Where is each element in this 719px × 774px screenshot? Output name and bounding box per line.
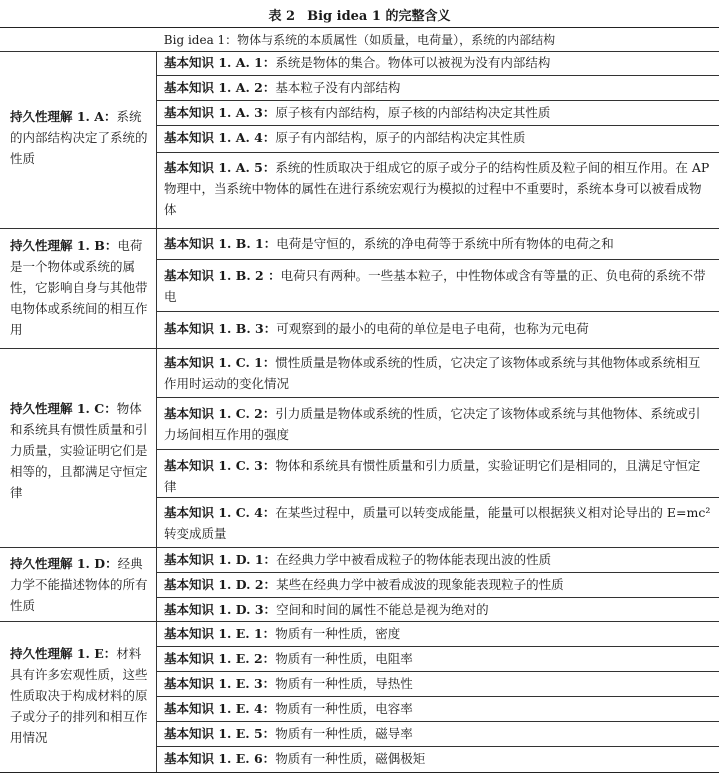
theme-text: 材料具有许多宏观性质，这些性质取决于构成材料的原子或分子的排列和相互作用情况 bbox=[10, 646, 148, 745]
table-title: Big idea 1 的完整含义 bbox=[307, 9, 451, 24]
bottom-rule bbox=[0, 772, 719, 773]
knowledge-label: 基本知识 1. D. 3： bbox=[164, 602, 277, 617]
table-number: 表 2 bbox=[268, 9, 296, 24]
knowledge-label: 基本知识 1. E. 1： bbox=[164, 626, 276, 641]
row-rule bbox=[156, 646, 719, 647]
knowledge-label: 基本知识 1. D. 2： bbox=[164, 577, 277, 592]
knowledge-text: 可观察到的最小的电荷的单位是电子电荷，也称为元电荷 bbox=[276, 321, 589, 336]
knowledge-cell bbox=[164, 623, 712, 644]
row-rule bbox=[156, 259, 719, 260]
knowledge-cell bbox=[164, 318, 712, 339]
column-divider bbox=[156, 51, 157, 772]
knowledge-label: 基本知识 1. A. 3： bbox=[164, 105, 276, 120]
group-rule bbox=[0, 621, 719, 622]
knowledge-text: 物质有一种性质，导热性 bbox=[275, 676, 413, 691]
knowledge-cell bbox=[164, 673, 712, 694]
knowledge-label: 基本知识 1. E. 5： bbox=[164, 726, 276, 741]
row-rule bbox=[156, 597, 719, 598]
table-caption bbox=[0, 5, 719, 24]
theme-text: 系统的内部结构决定了系统的性质 bbox=[10, 109, 148, 166]
knowledge-text: 惯性质量是物体或系统的性质，它决定了该物体或系统与其他物体或系统相互作用时运动的变化情况 bbox=[164, 355, 701, 391]
knowledge-label: 基本知识 1. E. 4： bbox=[164, 701, 276, 716]
knowledge-cell bbox=[164, 403, 712, 445]
row-rule bbox=[156, 572, 719, 573]
theme-label: 持久性理解 1. D： bbox=[10, 556, 118, 571]
knowledge-text: 在经典力学中被看成粒子的物体能表现出波的性质 bbox=[276, 552, 552, 567]
knowledge-cell bbox=[164, 77, 712, 98]
knowledge-cell bbox=[164, 265, 712, 307]
knowledge-cell bbox=[164, 648, 712, 669]
knowledge-label: 基本知识 1. A. 4： bbox=[164, 130, 276, 145]
theme-cell bbox=[10, 106, 148, 169]
knowledge-label: 基本知识 1. C. 1： bbox=[164, 355, 276, 370]
theme-text: 电荷是一个物体或系统的属性，它影响自身与其他带电物体或系统间的相互作用 bbox=[10, 238, 148, 337]
knowledge-label: 基本知识 1. C. 2： bbox=[164, 406, 276, 421]
knowledge-cell bbox=[164, 502, 712, 544]
knowledge-label: 基本知识 1. D. 1： bbox=[164, 552, 277, 567]
knowledge-label: 基本知识 1. E. 2： bbox=[164, 651, 276, 666]
knowledge-cell bbox=[164, 52, 712, 73]
knowledge-text: 物质有一种性质，电阻率 bbox=[275, 651, 413, 666]
knowledge-label: 基本知识 1. C. 4： bbox=[164, 505, 276, 520]
knowledge-label: 基本知识 1. E. 6： bbox=[164, 751, 276, 766]
theme-label: 持久性理解 1. B： bbox=[10, 238, 118, 253]
theme-text: 经典力学不能描述物体的所有性质 bbox=[10, 556, 148, 613]
knowledge-text: 物质有一种性质，磁导率 bbox=[275, 726, 413, 741]
row-rule bbox=[156, 671, 719, 672]
knowledge-text: 空间和时间的属性不能总是视为绝对的 bbox=[276, 602, 489, 617]
row-rule bbox=[156, 746, 719, 747]
knowledge-label: 基本知识 1. B. 2 ： bbox=[164, 268, 281, 283]
row-rule bbox=[156, 449, 719, 450]
row-rule bbox=[156, 100, 719, 101]
knowledge-label: 基本知识 1. A. 2： bbox=[164, 80, 276, 95]
knowledge-text: 系统是物体的集合。物体可以被视为没有内部结构 bbox=[275, 55, 551, 70]
theme-label: 持久性理解 1. E： bbox=[10, 646, 117, 661]
knowledge-cell bbox=[164, 233, 712, 254]
theme-cell bbox=[10, 643, 148, 748]
row-rule bbox=[156, 311, 719, 312]
knowledge-text: 物质有一种性质，密度 bbox=[275, 626, 401, 641]
knowledge-cell bbox=[164, 157, 712, 220]
knowledge-label: 基本知识 1. B. 1： bbox=[164, 236, 277, 251]
knowledge-cell bbox=[164, 574, 712, 595]
row-rule bbox=[156, 152, 719, 153]
knowledge-text: 物质有一种性质，电容率 bbox=[275, 701, 413, 716]
theme-cell bbox=[10, 235, 148, 340]
row-rule bbox=[156, 397, 719, 398]
theme-text: 物体和系统具有惯性质量和引力质量，实验证明它们是相等的，且都满足守恒定律 bbox=[10, 401, 148, 500]
knowledge-text: 原子核有内部结构，原子核的内部结构决定其性质 bbox=[275, 105, 551, 120]
knowledge-text: 电荷是守恒的，系统的净电荷等于系统中所有物体的电荷之和 bbox=[276, 236, 614, 251]
knowledge-text: 系统的性质取决于组成它的原子或分子的结构性质及粒子间的相互作用。在 AP 物理中，当系统中物体的属性在进行系统宏观行为模拟的过程中不重要时，系统本身可以被看成物体 bbox=[164, 160, 710, 217]
knowledge-label: 基本知识 1. A. 5： bbox=[164, 160, 276, 175]
knowledge-cell bbox=[164, 455, 712, 497]
row-rule bbox=[156, 696, 719, 697]
table-header: Big idea 1：物体与系统的本质属性（如质量，电荷量），系统的内部结构 bbox=[163, 33, 556, 47]
knowledge-text: 物质有一种性质，磁偶极矩 bbox=[275, 751, 426, 766]
theme-label: 持久性理解 1. A： bbox=[10, 109, 117, 124]
knowledge-cell bbox=[164, 698, 712, 719]
knowledge-cell bbox=[164, 723, 712, 744]
row-rule bbox=[156, 721, 719, 722]
row-rule bbox=[156, 497, 719, 498]
knowledge-cell bbox=[164, 352, 712, 394]
knowledge-label: 基本知识 1. E. 3： bbox=[164, 676, 276, 691]
knowledge-cell bbox=[164, 102, 712, 123]
theme-cell bbox=[10, 398, 148, 503]
knowledge-label: 基本知识 1. B. 3： bbox=[164, 321, 277, 336]
knowledge-cell bbox=[164, 549, 712, 570]
theme-label: 持久性理解 1. C： bbox=[10, 401, 117, 416]
knowledge-text: 引力质量是物体或系统的性质，它决定了该物体或系统与其他物体、系统或引力场间相互作用的强度 bbox=[164, 406, 701, 442]
knowledge-text: 某些在经典力学中被看成波的现象能表现粒子的性质 bbox=[276, 577, 564, 592]
knowledge-text: 电荷只有两种。一些基本粒子，中性物体或含有等量的正、负电荷的系统不带电 bbox=[164, 268, 706, 304]
knowledge-label: 基本知识 1. C. 3： bbox=[164, 458, 276, 473]
knowledge-cell bbox=[164, 748, 712, 769]
group-rule bbox=[0, 228, 719, 229]
row-rule bbox=[156, 125, 719, 126]
knowledge-cell bbox=[164, 599, 712, 620]
knowledge-label: 基本知识 1. A. 1： bbox=[164, 55, 276, 70]
knowledge-text: 基本粒子没有内部结构 bbox=[275, 80, 401, 95]
knowledge-text: 原子有内部结构，原子的内部结构决定其性质 bbox=[275, 130, 526, 145]
row-rule bbox=[156, 75, 719, 76]
group-rule bbox=[0, 547, 719, 548]
group-rule bbox=[0, 348, 719, 349]
theme-cell bbox=[10, 553, 148, 616]
knowledge-text: 在某些过程中，质量可以转变成能量，能量可以根据狭义相对论导出的 E=mc² 转变成质量 bbox=[164, 505, 711, 541]
top-rule bbox=[0, 27, 719, 28]
knowledge-cell bbox=[164, 127, 712, 148]
knowledge-text: 物体和系统具有惯性质量和引力质量，实验证明它们是相同的，且满足守恒定律 bbox=[164, 458, 701, 494]
